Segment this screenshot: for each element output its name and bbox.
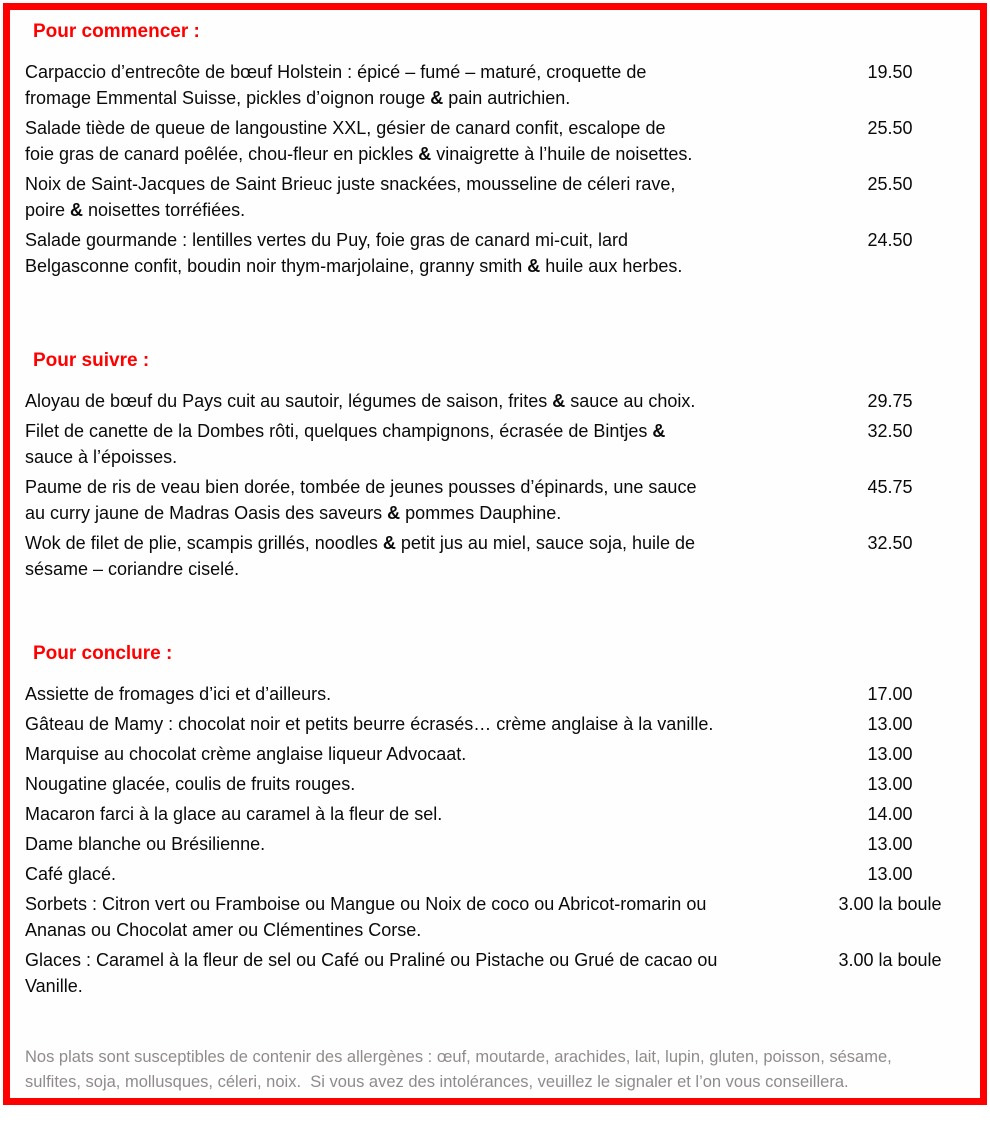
item-price: 25.50: [867, 118, 913, 138]
section-items: [25, 681, 965, 999]
menu-item-row: [25, 388, 965, 414]
menu-item-row: [25, 947, 965, 999]
section-title: Pour conclure :: [33, 643, 173, 664]
item-text: Macaron farci à la glace au caramel à la fleur de sel.: [25, 804, 443, 824]
item-price: 32.50: [867, 533, 913, 553]
section-items: [25, 388, 965, 582]
item-text: Café glacé.: [25, 864, 117, 884]
item-text: Assiette de fromages d’ici et d’ailleurs.: [25, 684, 332, 704]
menu-item-row: [25, 681, 965, 707]
item-price: 13.00: [867, 834, 913, 854]
menu-item-row: [25, 59, 965, 111]
item-text: Nougatine glacée, coulis de fruits rouges.: [25, 774, 356, 794]
item-price: 17.00: [867, 684, 913, 704]
item-price: 13.00: [867, 774, 913, 794]
item-text: Filet de canette de la Dombes rôti, quelques champignons, écrasée de Bintjes & sauce à l’époisses.: [25, 421, 666, 467]
menu-item-row: [25, 801, 965, 827]
item-text: Salade tiède de queue de langoustine XXL, gésier de canard confit, escalope de foie gras de canard poêlée, chou-fleur en pickles & vinaigrette à l’huile de noisettes.: [25, 118, 693, 164]
menu-item-row: [25, 711, 965, 737]
item-price: 13.00: [867, 744, 913, 764]
item-price: 45.75: [867, 477, 913, 497]
menu-item-row: [25, 418, 965, 470]
menu-item-row: [25, 771, 965, 797]
item-price: 13.00: [867, 864, 913, 884]
item-price: 32.50: [867, 421, 913, 441]
section-title: Pour suivre :: [33, 350, 150, 371]
item-text: Wok de filet de plie, scampis grillés, noodles & petit jus au miel, sauce soja, huile de sésame – coriandre ciselé.: [25, 533, 696, 579]
item-text: Carpaccio d’entrecôte de bœuf Holstein : épicé – fumé – maturé, croquette de fromage Emmental Suisse, pickles d’oignon rouge & pain autrichien.: [25, 62, 647, 108]
menu-section: [25, 20, 965, 279]
item-text: Dame blanche ou Brésilienne.: [25, 834, 266, 854]
item-text: Marquise au chocolat crème anglaise liqueur Advocaat.: [25, 744, 467, 764]
menu-item-row: [25, 891, 965, 943]
item-text: Sorbets : Citron vert ou Framboise ou Mangue ou Noix de coco ou Abricot-romarin ou Ananas ou Chocolat amer ou Clémentines Corse.: [25, 894, 707, 940]
item-price: 19.50: [867, 62, 913, 82]
menu-item-row: [25, 115, 965, 167]
menu-item-row: [25, 861, 965, 887]
menu-item-row: [25, 741, 965, 767]
menu-page: [3, 3, 987, 1105]
menu-body: [25, 20, 965, 999]
menu-section: [25, 642, 965, 999]
item-text: Gâteau de Mamy : chocolat noir et petits beurre écrasés… crème anglaise à la vanille.: [25, 714, 714, 734]
menu-item-row: [25, 530, 965, 582]
item-text: Salade gourmande : lentilles vertes du Puy, foie gras de canard mi-cuit, lard Belgasconne confit, boudin noir thym-marjolaine, granny smith & huile aux herbes.: [25, 230, 683, 276]
menu-item-row: [25, 171, 965, 223]
item-price: 14.00: [867, 804, 913, 824]
item-text: Paume de ris de veau bien dorée, tombée de jeunes pousses d’épinards, une sauce au curry jaune de Madras Oasis des saveurs & pommes Dauphine.: [25, 477, 697, 523]
item-price: 3.00 la boule: [838, 950, 942, 970]
menu-section: [25, 349, 965, 582]
item-price: 25.50: [867, 174, 913, 194]
menu-item-row: [25, 831, 965, 857]
item-price: 29.75: [867, 391, 913, 411]
section-items: [25, 59, 965, 279]
item-text: Glaces : Caramel à la fleur de sel ou Café ou Praliné ou Pistache ou Grué de cacao ou Vanille.: [25, 950, 718, 996]
item-text: Aloyau de bœuf du Pays cuit au sautoir, légumes de saison, frites & sauce au choix.: [25, 391, 696, 411]
item-text: Noix de Saint-Jacques de Saint Brieuc juste snackées, mousseline de céleri rave, poire & noisettes torréfiées.: [25, 174, 676, 220]
item-price: 3.00 la boule: [838, 894, 942, 914]
allergen-note: Nos plats sont susceptibles de contenir des allergènes : œuf, moutarde, arachides, lait, lupin, gluten, poisson, sésame, sulfites, soja, mollusques, céleri, noix. Si vous avez des intolérances, veuillez le signaler et l’on vous conseillera.: [25, 1048, 892, 1091]
section-title: Pour commencer :: [33, 21, 200, 42]
menu-item-row: [25, 474, 965, 526]
item-price: 13.00: [867, 714, 913, 734]
item-price: 24.50: [867, 230, 913, 250]
menu-item-row: [25, 227, 965, 279]
